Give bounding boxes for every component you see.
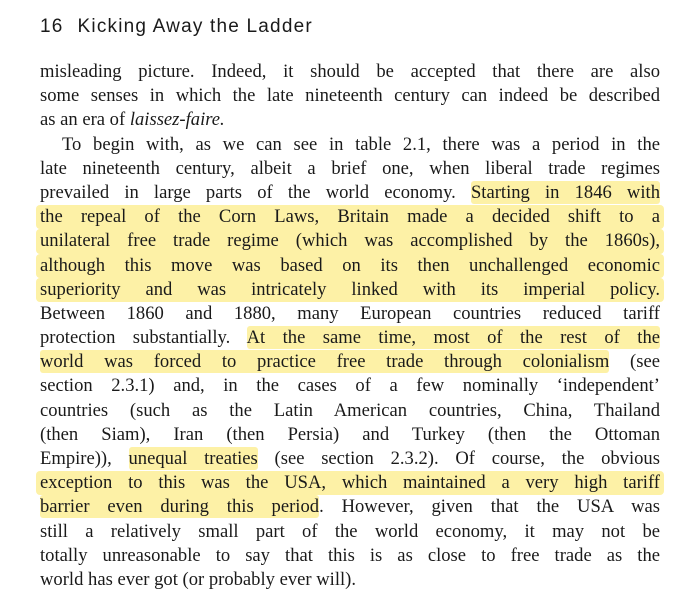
highlighted-line: although this move was based on its then unchallenged economic	[36, 254, 664, 278]
text-line	[40, 350, 660, 374]
text-line	[40, 447, 660, 471]
text-line: (then Siam), Iran (then Persia) and Turkey (then the Ottoman	[40, 423, 660, 445]
text-line	[40, 326, 660, 350]
text-segment: protection substantially.	[40, 327, 247, 349]
text-line: To begin with, as we can see in table 2.1, there was a period in the	[62, 133, 660, 155]
text-line: late nineteenth century, albeit a brief one, when liberal trade regimes	[40, 157, 660, 179]
text-segment: Empire)),	[40, 448, 129, 469]
highlighted-line: unilateral free trade regime (which was accomplished by the 1860s),	[36, 229, 664, 253]
text-line: still a relatively small part of the world economy, it may not be	[40, 520, 660, 542]
text-segment: prevailed in large parts of the world economy.	[40, 181, 471, 203]
book-page	[40, 16, 660, 592]
highlighted-text: unequal treaties	[128, 448, 258, 469]
text-line	[40, 495, 660, 519]
text-line: countries (such as the Latin American countries, China, Thailand	[40, 399, 660, 421]
running-header	[40, 16, 660, 38]
text-line: world has ever got (or probably ever will).	[40, 568, 356, 590]
highlighted-text: world was forced to practice free trade through colonialism	[40, 351, 610, 373]
text-segment: (see	[609, 351, 660, 373]
highlighted-text: barrier even during this period	[40, 496, 320, 518]
text-line: section 2.3.1) and, in the cases of a few nominally ‘independent’	[40, 375, 660, 397]
highlighted-line: superiority and was intricately linked with its imperial policy.	[36, 278, 664, 302]
highlighted-text: At the same time, most of the rest of the	[246, 327, 660, 349]
running-title: Kicking Away the Ladder	[77, 16, 313, 37]
page-number: 16	[40, 16, 64, 37]
text-segment: (see section 2.3.2). Of course, the obvious	[257, 448, 660, 469]
highlighted-line: exception to this was the USA, which maintained a very high tariff	[36, 471, 664, 495]
text-line: some senses in which the late nineteenth century can indeed be described	[40, 85, 660, 107]
text-line: misleading picture. Indeed, it should be accepted that there are also	[40, 61, 660, 82]
text-line	[40, 108, 660, 132]
text-segment: as an era of	[40, 109, 130, 131]
text-line: Between 1860 and 1880, many European countries reduced tariff	[40, 302, 660, 324]
highlighted-line: the repeal of the Corn Laws, Britain made a decided shift to a	[36, 205, 664, 229]
highlighted-text: Starting in 1846 with	[470, 181, 660, 203]
text-segment: . However, given that the USA was	[319, 496, 660, 518]
italic-term: laissez-faire.	[129, 109, 225, 131]
body-text	[40, 60, 660, 592]
text-line: totally unreasonable to say that this is as close to free trade as the	[40, 544, 660, 566]
text-line	[40, 181, 660, 205]
